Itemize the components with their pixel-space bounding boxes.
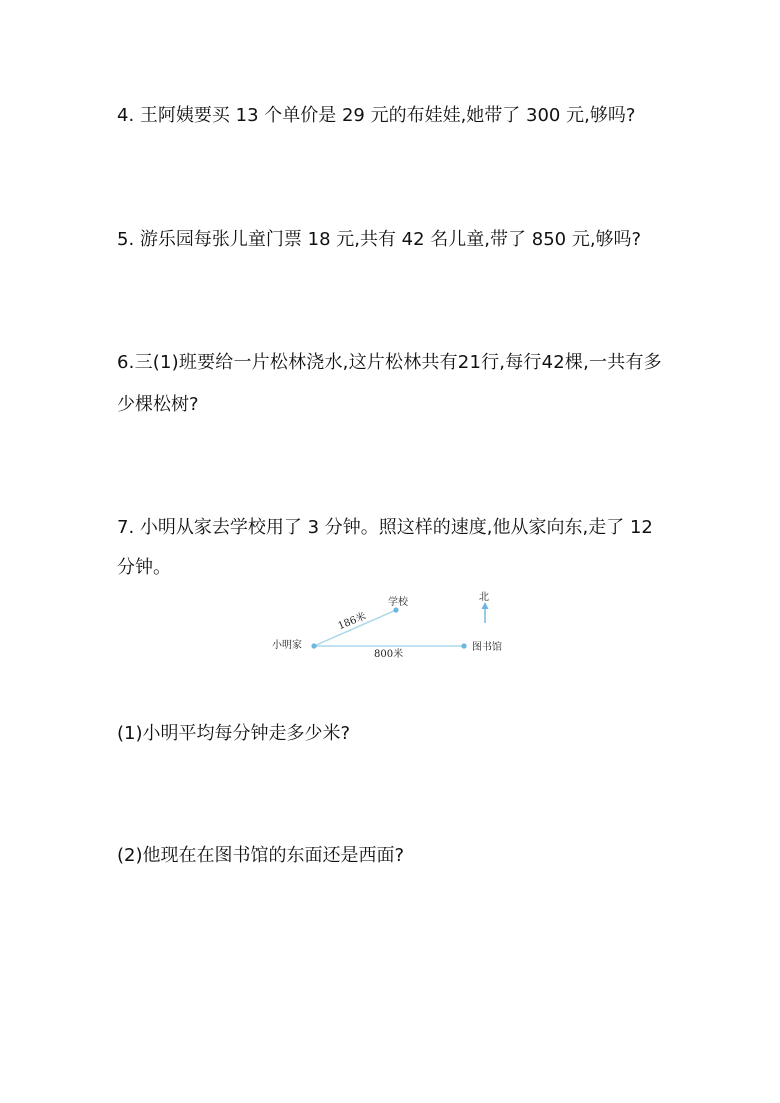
school-point (393, 607, 398, 612)
route-diagram (262, 585, 522, 665)
north-label: 北 (479, 592, 489, 603)
north-arrow-icon (482, 602, 489, 623)
question-6-line-1: 6.三(1)班要给一片松林浇水,这片松林共有21行,每行42棵,一共有多 (117, 352, 662, 373)
question-4: 4. 王阿姨要买 13 个单价是 29 元的布娃娃,她带了 300 元,够吗? (117, 105, 636, 126)
question-5: 5. 游乐园每张儿童门票 18 元,共有 42 名儿童,带了 850 元,够吗? (117, 229, 642, 250)
question-7-sub-1: (1)小明平均每分钟走多少米? (117, 723, 351, 744)
distance-school-label: 186米 (336, 611, 368, 633)
library-point (461, 643, 466, 648)
home-point (311, 643, 316, 648)
library-label: 图书馆 (472, 642, 502, 653)
question-7-sub-2: (2)他现在在图书馆的东面还是西面? (117, 845, 405, 866)
home-label: 小明家 (272, 640, 302, 651)
distance-library-label: 800米 (374, 649, 404, 660)
question-7-line-2: 分钟。 (117, 557, 171, 578)
question-6-line-2: 少棵松树? (117, 394, 199, 415)
question-7-line-1: 7. 小明从家去学校用了 3 分钟。照这样的速度,他从家向东,走了 12 (117, 517, 653, 538)
school-label: 学校 (388, 597, 408, 608)
